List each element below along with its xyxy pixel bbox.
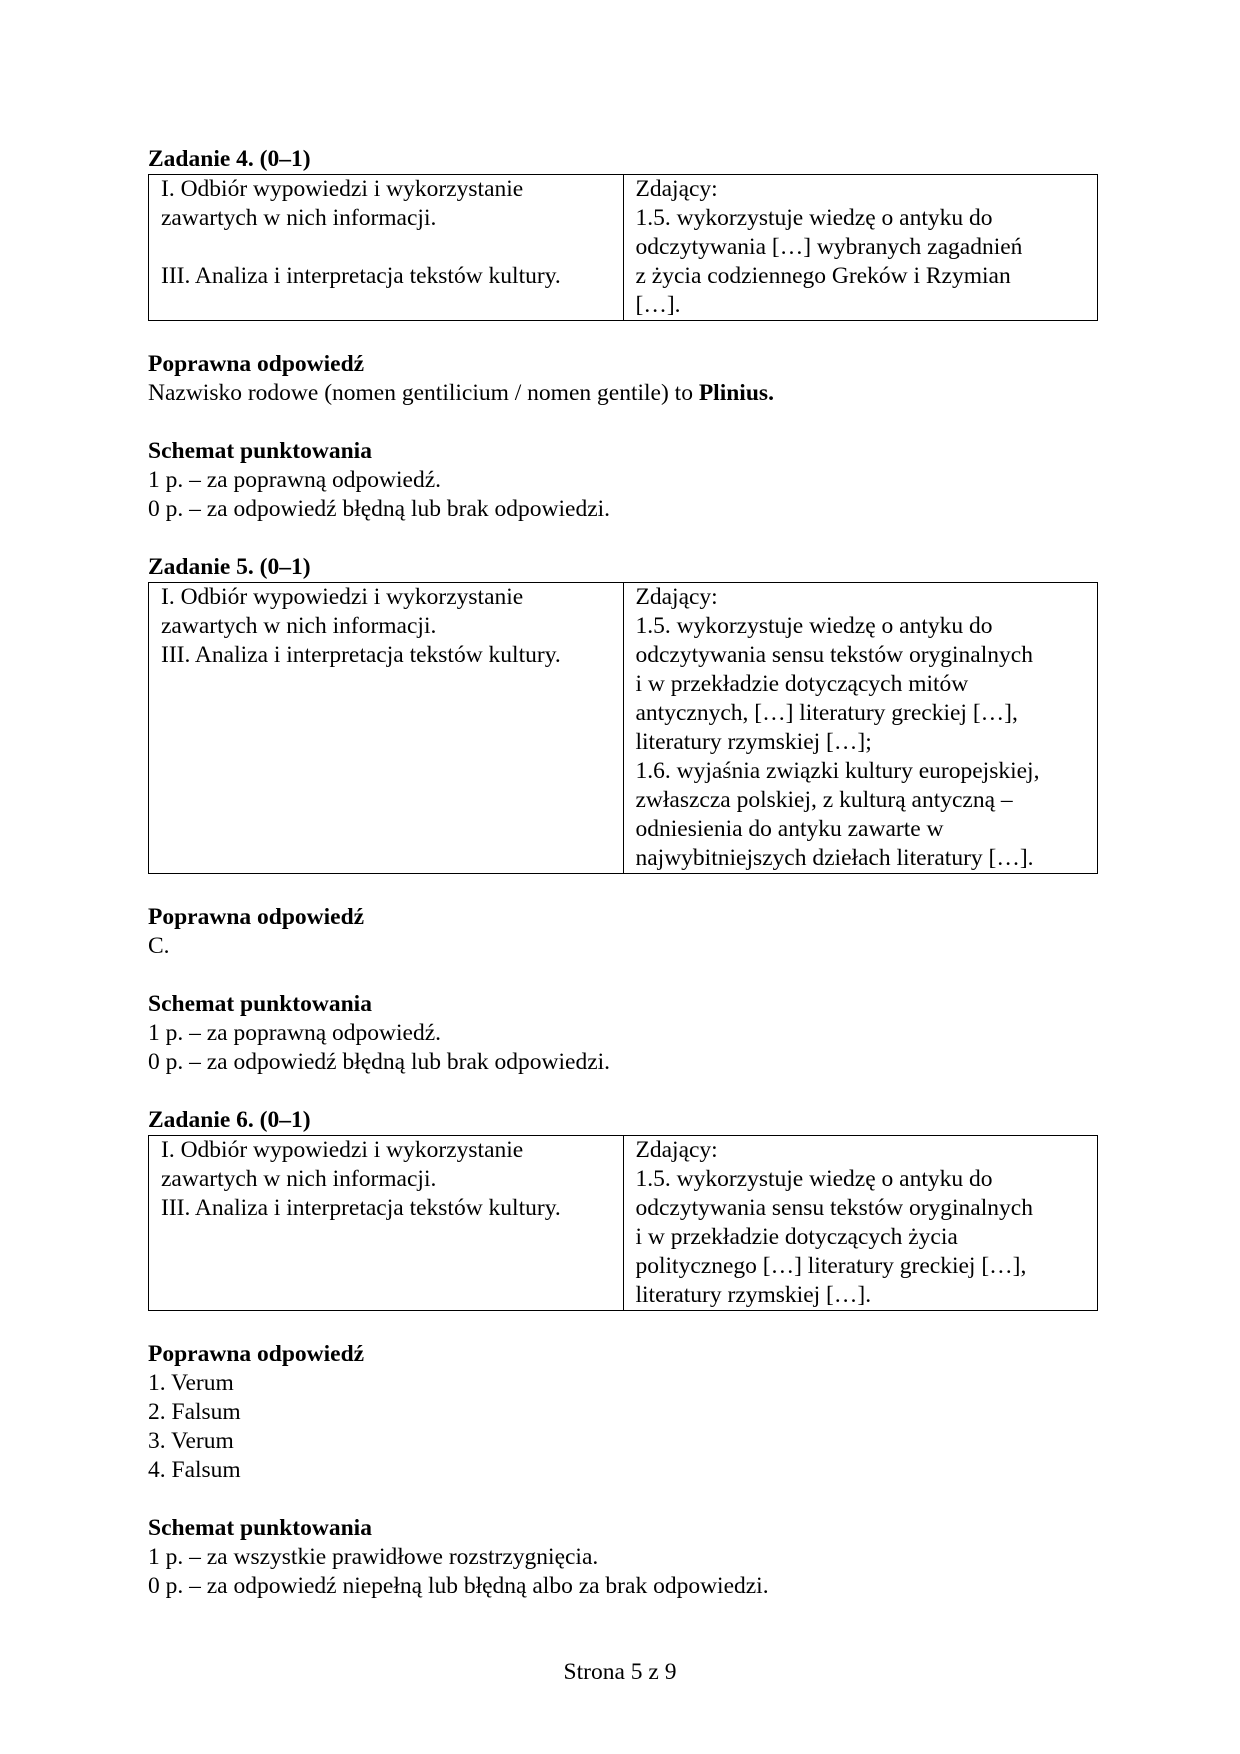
cell-line: zawartych w nich informacji. bbox=[161, 205, 437, 231]
page-content bbox=[148, 145, 1098, 1601]
cell-line: Zdający: bbox=[635, 584, 718, 610]
cell-line: zawartych w nich informacji. bbox=[161, 613, 437, 639]
task-6 bbox=[148, 1106, 1098, 1601]
general-requirements-cell bbox=[149, 583, 624, 874]
cell-line: i w przekładzie dotyczących życia bbox=[635, 1224, 958, 1250]
task-title: Zadanie 6. (0–1) bbox=[148, 1107, 311, 1133]
requirements-table bbox=[148, 1135, 1098, 1311]
cell-line: 1.5. wykorzystuje wiedzę o antyku do bbox=[635, 205, 993, 231]
requirements-table bbox=[148, 174, 1098, 321]
scoring-heading: Schemat punktowania bbox=[148, 438, 372, 464]
answer-heading: Poprawna odpowiedź bbox=[148, 904, 365, 930]
cell-line: […]. bbox=[635, 292, 681, 318]
cell-line: odniesienia do antyku zawarte w bbox=[635, 816, 944, 842]
task-title: Zadanie 4. (0–1) bbox=[148, 146, 311, 172]
detailed-requirements-cell bbox=[623, 175, 1098, 321]
cell-line: zawartych w nich informacji. bbox=[161, 1166, 437, 1192]
cell-line: i w przekładzie dotyczących mitów bbox=[635, 671, 969, 697]
task-4 bbox=[148, 145, 1098, 553]
answer-keyword: Plinius bbox=[698, 380, 769, 406]
answer-item: 4. Falsum bbox=[148, 1457, 241, 1483]
cell-line: literatury rzymskiej […]; bbox=[635, 729, 872, 755]
scoring-line: 0 p. – za odpowiedź błędną lub brak odpowiedzi. bbox=[148, 496, 611, 522]
cell-line: III. Analiza i interpretacja tekstów kultury. bbox=[161, 1195, 561, 1221]
requirements-table bbox=[148, 582, 1098, 874]
scoring-line: 1 p. – za poprawną odpowiedź. bbox=[148, 1020, 442, 1046]
answer-item: 1. Verum bbox=[148, 1370, 234, 1396]
general-requirements-cell bbox=[149, 175, 624, 321]
scoring-line: 0 p. – za odpowiedź błędną lub brak odpowiedzi. bbox=[148, 1049, 611, 1075]
scoring-line: 1 p. – za poprawną odpowiedź. bbox=[148, 467, 442, 493]
answer-text bbox=[148, 379, 1098, 408]
answer-heading: Poprawna odpowiedź bbox=[148, 1341, 365, 1367]
cell-line: odczytywania sensu tekstów oryginalnych bbox=[635, 1195, 1033, 1221]
answer-text: C. bbox=[148, 933, 170, 959]
cell-line: Zdający: bbox=[635, 176, 718, 202]
cell-line: Zdający: bbox=[635, 1137, 718, 1163]
answer-text-part: Nazwisko rodowe (nomen gentilicium / nomen gentile) to bbox=[148, 380, 699, 406]
answer-item: 2. Falsum bbox=[148, 1399, 241, 1425]
detailed-requirements-cell bbox=[623, 1136, 1098, 1311]
cell-line: I. Odbiór wypowiedzi i wykorzystanie bbox=[161, 1137, 524, 1163]
detailed-requirements-cell bbox=[623, 583, 1098, 874]
cell-line: I. Odbiór wypowiedzi i wykorzystanie bbox=[161, 176, 524, 202]
task-5 bbox=[148, 553, 1098, 1106]
scoring-line: 0 p. – za odpowiedź niepełną lub błędną albo za brak odpowiedzi. bbox=[148, 1573, 769, 1599]
cell-line: literatury rzymskiej […]. bbox=[635, 1282, 872, 1308]
scoring-heading: Schemat punktowania bbox=[148, 1515, 372, 1541]
cell-line: najwybitniejszych dziełach literatury […]. bbox=[635, 845, 1034, 871]
general-requirements-cell bbox=[149, 1136, 624, 1311]
answer-text-part: . bbox=[768, 380, 774, 406]
cell-line: zwłaszcza polskiej, z kulturą antyczną – bbox=[635, 787, 1013, 813]
cell-line: III. Analiza i interpretacja tekstów kultury. bbox=[161, 642, 561, 668]
answer-item: 3. Verum bbox=[148, 1428, 234, 1454]
cell-line: z życia codziennego Greków i Rzymian bbox=[635, 263, 1011, 289]
task-title: Zadanie 5. (0–1) bbox=[148, 554, 311, 580]
cell-line: 1.5. wykorzystuje wiedzę o antyku do bbox=[635, 1166, 993, 1192]
cell-line: III. Analiza i interpretacja tekstów kultury. bbox=[161, 263, 561, 289]
cell-line: antycznych, […] literatury greckiej […], bbox=[635, 700, 1018, 726]
page-number: Strona 5 z 9 bbox=[563, 1659, 677, 1685]
cell-line: odczytywania sensu tekstów oryginalnych bbox=[635, 642, 1033, 668]
cell-line: 1.6. wyjaśnia związki kultury europejskiej, bbox=[635, 758, 1040, 784]
cell-line: 1.5. wykorzystuje wiedzę o antyku do bbox=[635, 613, 993, 639]
cell-line: politycznego […] literatury greckiej […], bbox=[635, 1253, 1027, 1279]
scoring-heading: Schemat punktowania bbox=[148, 991, 372, 1017]
cell-line bbox=[161, 233, 613, 262]
answer-heading: Poprawna odpowiedź bbox=[148, 351, 365, 377]
scoring-line: 1 p. – za wszystkie prawidłowe rozstrzygnięcia. bbox=[148, 1544, 599, 1570]
cell-line: I. Odbiór wypowiedzi i wykorzystanie bbox=[161, 584, 524, 610]
cell-line: odczytywania […] wybranych zagadnień bbox=[635, 234, 1023, 260]
